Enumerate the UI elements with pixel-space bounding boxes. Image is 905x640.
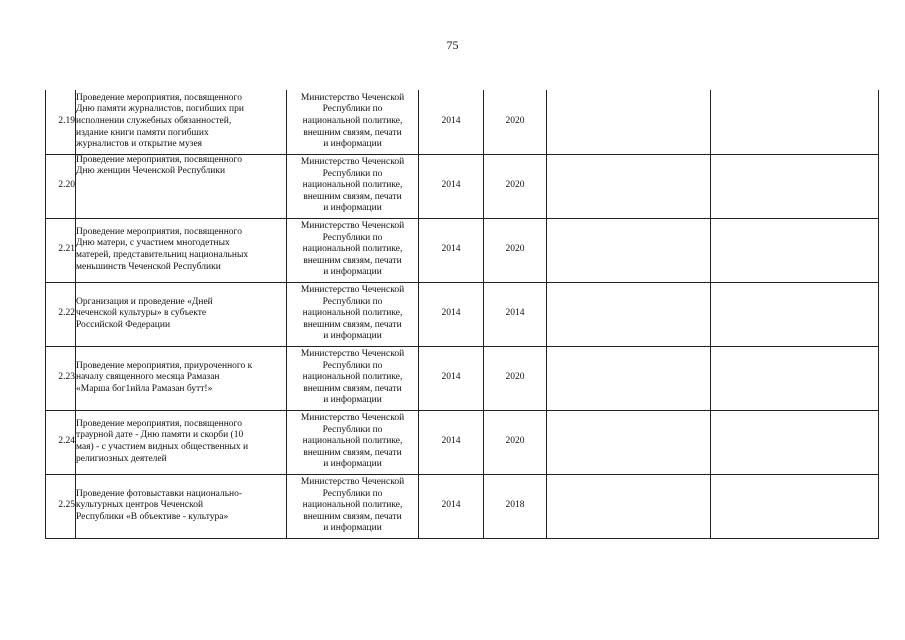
table-row	[46, 218, 879, 282]
executor	[287, 474, 419, 538]
measure-name	[76, 218, 287, 282]
start-year: 2014	[419, 346, 484, 410]
executor-line: Министерство Чеченской	[300, 413, 405, 424]
executor-line: и информации	[323, 523, 382, 534]
measure-name-line: Организация и проведение «Дней	[76, 296, 213, 307]
executor-line: Республики по	[322, 168, 383, 179]
measures-table	[45, 90, 879, 539]
measure-name-line: мая) - с участием видных общественных и	[76, 442, 249, 452]
executor-line: Республики по	[322, 296, 383, 307]
empty-cell	[547, 410, 711, 474]
table-body	[46, 90, 879, 538]
executor	[287, 218, 419, 282]
end-year: 2020	[484, 410, 547, 474]
row-number: 2.23	[46, 346, 76, 410]
empty-cell	[711, 282, 879, 346]
executor-line: национальной политике,	[302, 115, 403, 126]
executor-line: Министерство Чеченской	[300, 477, 405, 488]
empty-cell	[711, 90, 879, 154]
table-row	[46, 90, 879, 154]
executor-line: внешним связям, печати	[303, 511, 402, 522]
measure-name-line: Проведение мероприятия, посвященного	[76, 154, 242, 165]
table-row	[46, 154, 879, 218]
executor-line: и информации	[323, 267, 382, 278]
measure-name-line: чеченской культуры» в субъекте	[76, 308, 207, 319]
executor	[287, 410, 419, 474]
table-row	[46, 346, 879, 410]
measure-name-line: траурной дате - Дню памяти и скорби (10	[76, 430, 244, 441]
measure-name-line: исполнении служебных обязанностей,	[76, 115, 232, 126]
executor	[287, 154, 419, 218]
row-number: 2.19	[46, 90, 76, 154]
start-year: 2014	[419, 218, 484, 282]
measure-name-line: культурных центров Чеченской	[76, 500, 204, 511]
measure-name	[76, 474, 287, 538]
executor-line: внешним связям, печати	[303, 127, 402, 138]
executor-line: внешним связям, печати	[303, 255, 402, 266]
executor-line: Республики по	[322, 424, 383, 435]
measure-name	[76, 90, 287, 154]
empty-cell	[711, 346, 879, 410]
empty-cell	[547, 90, 711, 154]
measure-name-line: Дню памяти журналистов, погибших при	[76, 104, 244, 115]
executor-line: и информации	[323, 203, 382, 214]
end-year: 2020	[484, 90, 547, 154]
executor-line: Министерство Чеченской	[300, 221, 405, 232]
executor-line: национальной политике,	[302, 180, 403, 191]
executor-line: Республики по	[322, 488, 383, 499]
measure-name	[76, 410, 287, 474]
start-year: 2014	[419, 90, 484, 154]
measure-name-line: журналистов и открытие музея	[76, 139, 203, 150]
measure-name	[76, 282, 287, 346]
measure-name-line: Дню матери, с участием многодетных	[76, 238, 230, 249]
end-year: 2020	[484, 346, 547, 410]
page-number: 75	[446, 38, 459, 52]
measure-name-line: Проведение фотовыставки национально-	[76, 488, 243, 499]
executor	[287, 90, 419, 154]
executor-line: внешним связям, печати	[303, 447, 402, 458]
empty-cell	[711, 154, 879, 218]
executor-line: и информации	[323, 331, 382, 342]
measure-name-line: религиозных деятелей	[76, 453, 167, 464]
row-number: 2.24	[46, 410, 76, 474]
start-year: 2014	[419, 410, 484, 474]
end-year: 2020	[484, 154, 547, 218]
executor-line: Республики по	[322, 360, 383, 371]
table-row	[46, 474, 879, 538]
executor-line: Министерство Чеченской	[300, 285, 405, 296]
executor-line: национальной политике,	[302, 244, 403, 255]
empty-cell	[547, 474, 711, 538]
start-year: 2014	[419, 154, 484, 218]
executor-line: национальной политике,	[302, 500, 403, 511]
executor-line: Республики по	[322, 104, 383, 115]
empty-cell	[711, 218, 879, 282]
empty-cell	[547, 282, 711, 346]
empty-cell	[711, 474, 879, 538]
measure-name-line: издание книги памяти погибших	[76, 127, 209, 138]
empty-cell	[711, 410, 879, 474]
row-number: 2.25	[46, 474, 76, 538]
executor-line: внешним связям, печати	[303, 383, 402, 394]
measure-name-line: Российской Федерации	[76, 319, 171, 330]
measure-name-line: началу священного месяца Рамазан	[76, 372, 220, 383]
measure-name-line: Республики «В объективе - культура»	[76, 511, 229, 522]
executor-line: Министерство Чеченской	[300, 92, 405, 103]
measure-name-line: Проведение мероприятия, посвященного	[76, 418, 242, 429]
table-row	[46, 282, 879, 346]
empty-cell	[547, 218, 711, 282]
executor-line: Министерство Чеченской	[300, 157, 405, 168]
measure-name-line: Дню женщин Чеченской Республики	[76, 166, 226, 177]
end-year: 2014	[484, 282, 547, 346]
table-row	[46, 410, 879, 474]
executor-line: и информации	[323, 459, 382, 470]
start-year: 2014	[419, 282, 484, 346]
executor-line: национальной политике,	[302, 308, 403, 319]
executor	[287, 282, 419, 346]
row-number: 2.21	[46, 218, 76, 282]
measure-name	[76, 346, 287, 410]
measure-name-line: Проведение мероприятия, посвященного	[76, 92, 242, 103]
executor-line: Министерство Чеченской	[300, 349, 405, 360]
start-year: 2014	[419, 474, 484, 538]
empty-cell	[547, 346, 711, 410]
measure-name-line: «Марша бог1ийла Рамазан бутт!»	[76, 383, 213, 394]
measure-name-line: Проведение мероприятия, посвященного	[76, 226, 242, 237]
row-number: 2.20	[46, 154, 76, 218]
measure-name	[76, 154, 287, 218]
executor-line: национальной политике,	[302, 436, 403, 447]
executor-line: Республики по	[322, 232, 383, 243]
executor-line: национальной политике,	[302, 372, 403, 383]
executor	[287, 346, 419, 410]
end-year: 2020	[484, 218, 547, 282]
executor-line: и информации	[323, 139, 382, 150]
measure-name-line: матерей, представительниц национальных	[76, 250, 249, 260]
executor-line: внешним связям, печати	[303, 319, 402, 330]
end-year: 2018	[484, 474, 547, 538]
executor-line: внешним связям, печати	[303, 191, 402, 202]
empty-cell	[547, 154, 711, 218]
measure-name-line: Проведение мероприятия, приуроченного к	[76, 360, 253, 371]
row-number: 2.22	[46, 282, 76, 346]
executor-line: и информации	[323, 395, 382, 406]
measure-name-line: меньшинств Чеченской Республики	[76, 261, 221, 272]
